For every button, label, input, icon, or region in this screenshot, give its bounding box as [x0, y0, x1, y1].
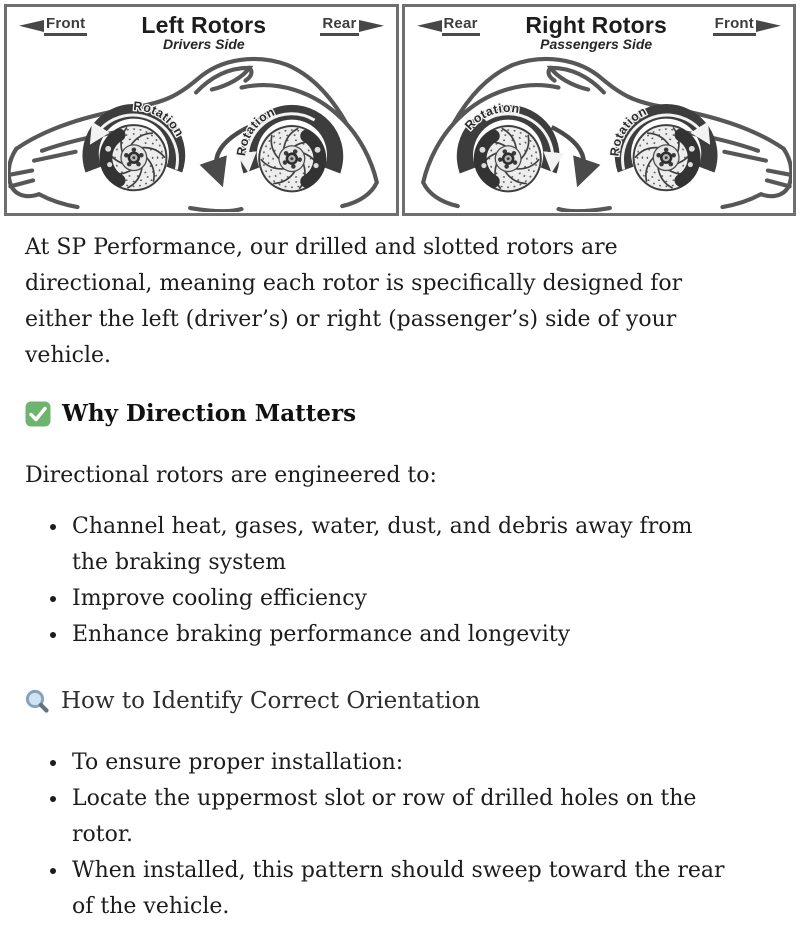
- rotor-direction-diagram: [4, 4, 796, 216]
- panel-subtitle: Passengers Side: [540, 36, 653, 53]
- rotation-label: Rotation: [606, 103, 649, 158]
- direction-word: Rear: [320, 15, 358, 36]
- panel-title: Right Rotors: [525, 12, 667, 38]
- front-direction-label: [713, 15, 783, 36]
- panel-subtitle: Drivers Side: [162, 36, 245, 53]
- direction-word: Front: [713, 15, 756, 36]
- right-arrow-icon: [756, 17, 783, 34]
- rear-direction-label: [320, 15, 385, 36]
- right-arrow-icon: [359, 17, 386, 34]
- section-heading-why-direction-matters: [25, 396, 776, 432]
- list-item: • Locate the uppermost slot or row of drilled holes on the rotor.: [69, 781, 725, 853]
- panel-right-header: [405, 12, 794, 52]
- rear-direction-label: [415, 15, 480, 36]
- car-side-view-illustration: [406, 52, 792, 212]
- section-lead-text: Directional rotors are engineered to:: [25, 463, 437, 488]
- section-heading-how-to-identify: [25, 683, 776, 719]
- list-item: • Enhance braking performance and longevity: [69, 617, 725, 653]
- car-side-view-illustration: [8, 52, 394, 212]
- rotation-label: Rotation: [234, 104, 278, 157]
- left-arrow-icon: [415, 17, 442, 34]
- left-arrow-icon: [17, 17, 44, 34]
- panel-right-rotors: [402, 4, 797, 216]
- magnifying-glass-icon: [25, 689, 50, 714]
- panel-title: Left Rotors: [141, 12, 267, 38]
- direction-word: Front: [44, 15, 87, 36]
- panel-titleblock: [525, 13, 667, 52]
- list-item: • Channel heat, gases, water, dust, and debris away from the braking system: [69, 509, 725, 581]
- panel-left-rotors: [4, 4, 399, 216]
- check-mark-icon: [25, 401, 51, 427]
- benefits-list: [25, 509, 725, 653]
- section-heading-text: Why Direction Matters: [62, 400, 357, 427]
- list-item: • Improve cooling efficiency: [69, 581, 725, 617]
- article-body: [0, 216, 800, 935]
- direction-word: Rear: [442, 15, 480, 36]
- section-heading-text: How to Identify Correct Orientation: [61, 688, 481, 714]
- list-item: • To ensure proper installation:: [69, 745, 725, 781]
- panel-titleblock: [141, 13, 266, 52]
- intro-paragraph: At SP Performance, our drilled and slotted rotors are directional, meaning each rotor is specifically designed for either the left (driver’s) or right (passenger’s) side of your vehicle.: [25, 235, 683, 368]
- rotation-label: Rotation: [461, 100, 521, 133]
- front-direction-label: [17, 15, 87, 36]
- orientation-steps-list: [25, 745, 725, 925]
- list-item: • When installed, this pattern should sweep toward the rear of the vehicle.: [69, 853, 725, 925]
- panel-left-header: [7, 12, 396, 52]
- rotation-label: Rotation: [132, 98, 187, 140]
